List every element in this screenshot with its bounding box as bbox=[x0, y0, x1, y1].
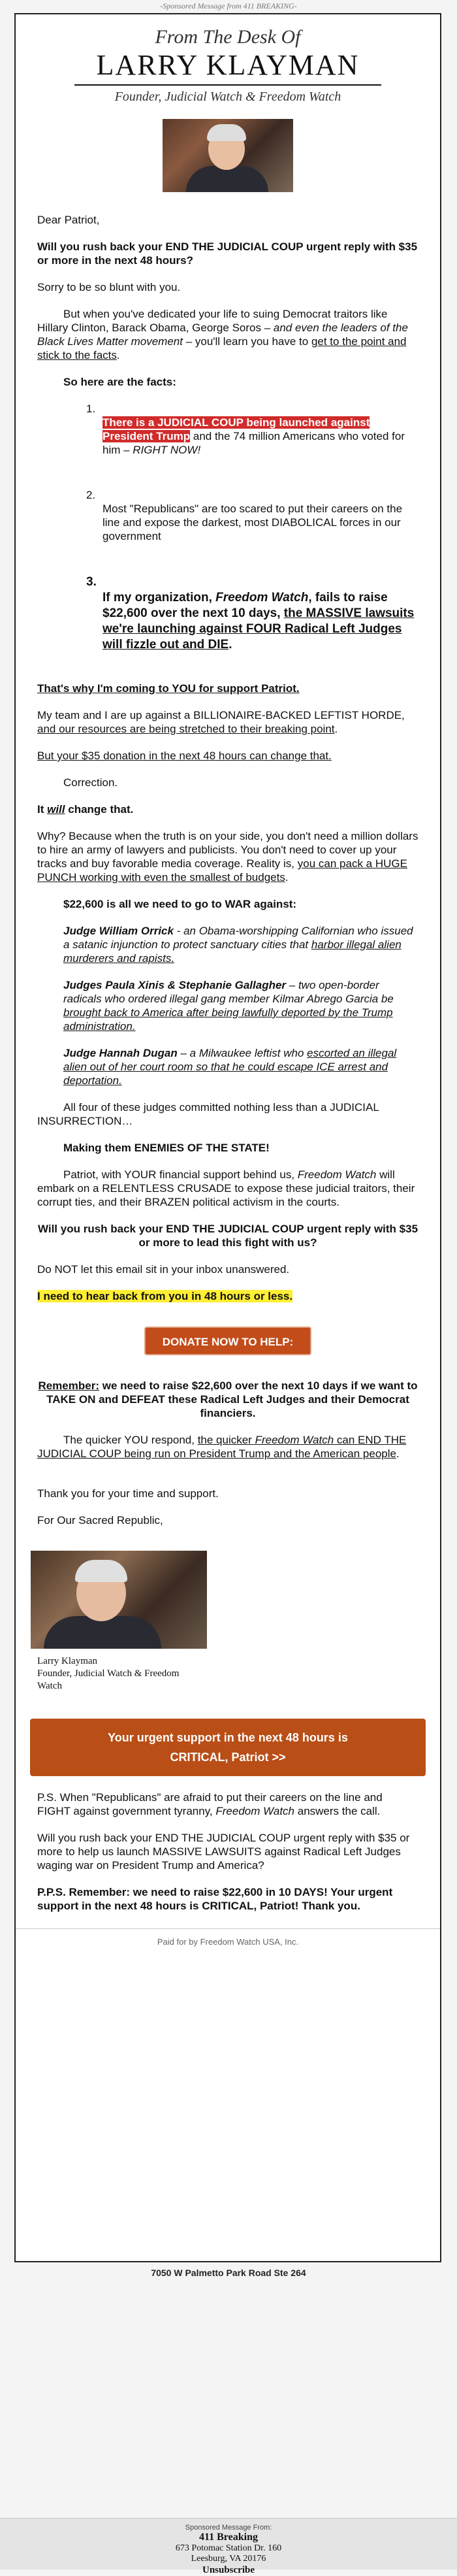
intro-text-d: get to the point and stick to the facts bbox=[37, 335, 407, 361]
judge1-text-a: - an Obama-worshipping Californian who issued a satanic injunction to protect sanctuary cities that bbox=[63, 925, 413, 951]
team-text-a: My team and I are up against a BILLIONAIRE-BACKED LEFTIST HORDE, bbox=[37, 709, 405, 721]
team-paragraph bbox=[37, 708, 418, 736]
donation-change-text: But your $35 donation in the next 48 hours can change that. bbox=[37, 750, 332, 762]
ps-org: Freedom Watch bbox=[215, 1805, 295, 1817]
enemies-text: Making them ENEMIES OF THE STATE! bbox=[63, 1142, 270, 1154]
judge-orrick bbox=[37, 924, 418, 965]
why-text-a: Why? Because when the truth is on your side, you don't need a million dollars to hire an army of lawyers and publicists. You don't need to cover up your tracks and buy favorable media coverage. Reality is, bbox=[37, 830, 418, 870]
quicker-text-a: The quicker YOU respond, bbox=[63, 1434, 198, 1446]
remember-label: Remember: bbox=[38, 1379, 99, 1392]
why-text-b: you can pack a HUGE PUNCH working with even the smallest of budgets bbox=[37, 857, 407, 883]
facts-heading: So here are the facts: bbox=[63, 376, 176, 388]
rush-again-text: Will you rush back your END THE JUDICIAL COUP urgent reply with $35 or more to lead this fight with us? bbox=[37, 1223, 418, 1249]
sponsor-footer bbox=[0, 2518, 457, 2575]
footer-sponsored-label: Sponsored Message From: bbox=[185, 2524, 272, 2532]
urgent-support-button[interactable] bbox=[30, 1719, 426, 1776]
cta-line-1: Your urgent support in the next 48 hours is bbox=[108, 1731, 348, 1744]
quicker-text-b: the quicker bbox=[197, 1434, 255, 1446]
judge2-text-b: brought back to America after being lawfully deported by the Trump administration. bbox=[63, 1006, 393, 1032]
why-paragraph bbox=[37, 829, 418, 884]
patriot-text-a: Patriot, with YOUR financial support behind us, bbox=[63, 1168, 298, 1181]
fact1-highlight: There is a JUDICIAL COUP being launched against President Trump bbox=[102, 416, 370, 442]
intro-text-e: . bbox=[116, 349, 120, 361]
patriot-org: Freedom Watch bbox=[297, 1168, 377, 1181]
header-divider bbox=[74, 84, 381, 86]
judges-xinis-gallagher bbox=[37, 978, 418, 1033]
sorry-text: Sorry to be so blunt with you. bbox=[37, 281, 181, 293]
header-portrait-image bbox=[163, 119, 293, 192]
closing-text: For Our Sacred Republic, bbox=[37, 1514, 163, 1527]
judge3-text-b: escorted an illegal alien out of her court room so that he could escape ICE arrest and deportation. bbox=[63, 1047, 397, 1087]
from-desk-text: From The Desk Of bbox=[155, 26, 301, 48]
signature-photo bbox=[31, 1551, 207, 1649]
correction-text: Correction. bbox=[63, 776, 118, 789]
donate-now-button[interactable]: DONATE NOW TO HELP: bbox=[144, 1327, 311, 1355]
fact-item-1 bbox=[37, 402, 418, 457]
patriot-text-c: will embark on a RELENTLESS CRUSADE to expose these judicial traitors, their corrupt ties, and their BRAZEN political activism in the courts. bbox=[37, 1168, 415, 1208]
donate-button-wrap bbox=[37, 1327, 418, 1355]
intro-text-c: – you'll learn you have to bbox=[182, 335, 311, 348]
fact-number-3: 3. bbox=[86, 575, 97, 589]
ps2-paragraph: Will you rush back your END THE JUDICIAL COUP urgent reply with $35 or more to help us launch MASSIVE LAWSUITS against Radical Left Judges waging war on President Trump and America? bbox=[37, 1832, 410, 1872]
signature-name: Larry Klayman bbox=[37, 1656, 98, 1666]
pps-paragraph: P.P.S. Remember: we need to raise $22,600 in 10 DAYS! Your urgent support in the next 48 hours is CRITICAL, Patriot! Thank you. bbox=[37, 1886, 393, 1912]
thanks-text: Thank you for your time and support. bbox=[37, 1487, 219, 1500]
remember-text: we need to raise $22,600 over the next 10 days if we want to TAKE ON and DEFEAT these Radical Left Judges and their Democrat financiers. bbox=[46, 1379, 418, 1419]
judge1-text-b: harbor illegal alien murderers and rapists. bbox=[63, 938, 402, 965]
fact1-text: and the 74 million Americans who voted for him – bbox=[102, 430, 405, 456]
remember-paragraph bbox=[37, 1379, 418, 1420]
fact2-text: Most "Republicans" are too scared to put their careers on the line and expose the darkest, most DIABOLICAL forces in our government bbox=[102, 503, 403, 542]
letter-body bbox=[16, 213, 440, 1693]
signature-caption bbox=[37, 1655, 418, 1693]
fact3-text-c: , fails to raise $22,600 over the next 10 days, bbox=[102, 591, 388, 620]
patriot-paragraph bbox=[37, 1168, 418, 1209]
fact-item-3 bbox=[37, 574, 418, 653]
unsubscribe-link[interactable]: Unsubscribe bbox=[202, 2565, 255, 2575]
judge3-name: Judge Hannah Dugan bbox=[63, 1047, 178, 1059]
team-text-b: and our resources are being stretched to their breaking point bbox=[37, 723, 335, 735]
intro-text-a: But when you've dedicated your life to suing Democrat traitors like Hillary Clinton, Barack Obama, George Soros – bbox=[37, 308, 388, 334]
signature-title: Founder, Judicial Watch & Freedom Watch bbox=[37, 1668, 180, 1691]
footer-address-line-2: Leesburg, VA 20176 bbox=[191, 2554, 266, 2564]
insurrection-text: All four of these judges committed nothing less than a JUDICIAL INSURRECTION… bbox=[37, 1101, 379, 1127]
sigphoto-hair bbox=[75, 1560, 127, 1582]
email-container bbox=[14, 13, 441, 2262]
will-text-c: change that. bbox=[65, 803, 134, 816]
judge2-text-a: – two open-border radicals who ordered illegal gang member Kilmar Abrego Garcia be bbox=[63, 979, 394, 1005]
portrait-suit bbox=[186, 166, 268, 192]
fact3-org: Freedom Watch bbox=[215, 591, 309, 604]
portrait-hair bbox=[207, 124, 246, 141]
quicker-text-e: . bbox=[396, 1447, 400, 1460]
coming-to-you-text: That's why I'm coming to YOU for support Patriot. bbox=[37, 682, 300, 695]
why-text-c: . bbox=[285, 871, 289, 883]
judge3-text-a: – a Milwaukee leftist who bbox=[177, 1047, 307, 1059]
ps-text-c: answers the call. bbox=[294, 1805, 381, 1817]
judge-dugan bbox=[37, 1046, 418, 1087]
quicker-text-d: can END THE JUDICIAL COUP being run on President Trump and the American people bbox=[37, 1434, 407, 1460]
sender-subtitle: Founder, Judicial Watch & Freedom Watch bbox=[114, 90, 341, 104]
war-heading: $22,600 is all we need to go to WAR against: bbox=[63, 898, 297, 910]
fact3-text-a: If my organization, bbox=[102, 591, 216, 604]
letterhead bbox=[16, 26, 440, 105]
intro-paragraph bbox=[37, 307, 418, 362]
ps-paragraph bbox=[37, 1791, 418, 1818]
quicker-paragraph bbox=[37, 1433, 418, 1461]
footer-address-line-1: 673 Potomac Station Dr. 160 bbox=[175, 2543, 282, 2553]
fact-item-2 bbox=[37, 488, 418, 543]
footer-org-name: 411 Breaking bbox=[199, 2532, 258, 2543]
hear-back-highlight: I need to hear back from you in 48 hours or less. bbox=[37, 1290, 293, 1302]
fact3-text-e: . bbox=[228, 638, 232, 652]
ps-text-a: P.S. When "Republicans" are afraid to put their careers on the line and FIGHT against government tyranny, bbox=[37, 1791, 383, 1817]
will-text-a: It bbox=[37, 803, 48, 816]
will-text-b: will bbox=[47, 803, 65, 816]
fact-number-2: 2. bbox=[86, 489, 96, 501]
greeting: Dear Patriot, bbox=[37, 214, 100, 226]
team-text-c: . bbox=[334, 723, 338, 735]
cta-line-2: CRITICAL, Patriot >> bbox=[170, 1751, 286, 1764]
will-change-text bbox=[37, 802, 418, 816]
paid-for-line: Paid for by Freedom Watch USA, Inc. bbox=[16, 1928, 440, 1955]
quicker-org: Freedom Watch bbox=[255, 1434, 334, 1446]
fact3-underline: the MASSIVE lawsuits we're launching against FOUR Radical Left Judges will fizzle out and DIE bbox=[102, 606, 415, 652]
fact1-italic: RIGHT NOW! bbox=[133, 444, 201, 456]
sponsored-banner: -Sponsored Message from 411 BREAKING- bbox=[160, 1, 297, 10]
fact-number-1: 1. bbox=[86, 403, 96, 415]
judge2-name: Judges Paula Xinis & Stephanie Gallagher bbox=[63, 979, 287, 991]
sender-name: LARRY KLAYMAN bbox=[96, 49, 360, 81]
do-not-let-text: Do NOT let this email sit in your inbox unanswered. bbox=[37, 1263, 290, 1276]
judge1-name: Judge William Orrick bbox=[63, 925, 174, 937]
postscript-section bbox=[16, 1791, 440, 1913]
mailing-address: 7050 W Palmetto Park Road Ste 264 bbox=[151, 2268, 306, 2278]
intro-text-b: and even the leaders of the Black Lives Matter movement bbox=[37, 322, 408, 348]
lead-question: Will you rush back your END THE JUDICIAL COUP urgent reply with $35 or more in the next 48 hours? bbox=[37, 240, 418, 267]
